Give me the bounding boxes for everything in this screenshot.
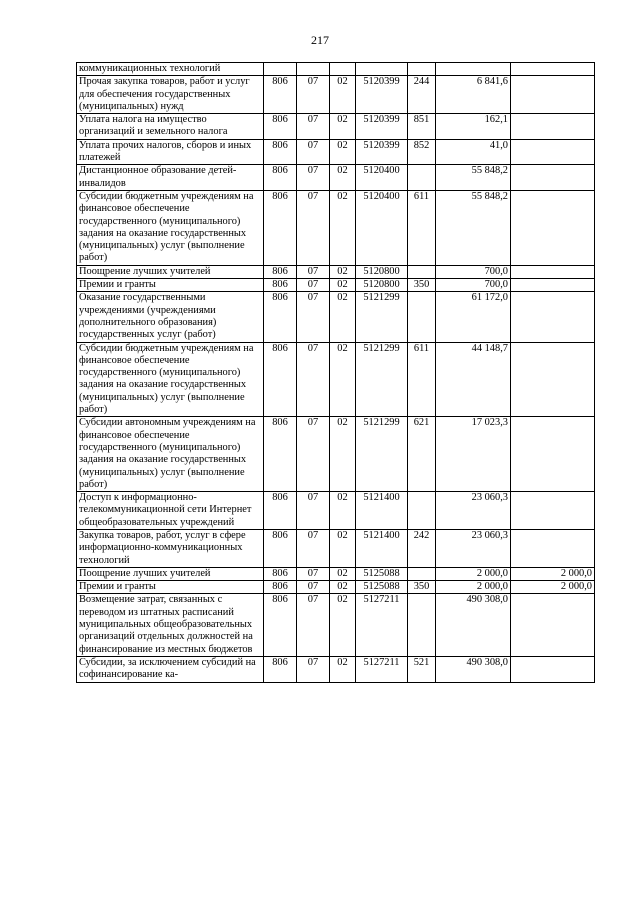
cell-name: Закупка товаров, работ, услуг в сфере информационно-коммуникационных технологий [77, 529, 264, 567]
cell-section-code: 07 [297, 529, 330, 567]
cell-amount: 61 172,0 [436, 292, 511, 342]
cell-amount-federal [511, 139, 595, 165]
cell-name: коммуникационных технологий [77, 63, 264, 76]
cell-section-code: 07 [297, 139, 330, 165]
cell-amount: 17 023,3 [436, 417, 511, 492]
cell-target-article: 5121299 [356, 417, 408, 492]
cell-subsection-code: 02 [330, 567, 356, 580]
cell-department-code: 806 [264, 190, 297, 265]
cell-subsection-code [330, 63, 356, 76]
cell-target-article: 5120800 [356, 265, 408, 278]
cell-amount: 700,0 [436, 279, 511, 292]
cell-subsection-code: 02 [330, 342, 356, 417]
cell-department-code: 806 [264, 76, 297, 114]
cell-amount: 6 841,6 [436, 76, 511, 114]
cell-target-article: 5121400 [356, 492, 408, 530]
cell-name: Уплата налога на имущество организаций и земельного налога [77, 114, 264, 140]
cell-section-code [297, 63, 330, 76]
cell-amount: 55 848,2 [436, 165, 511, 191]
cell-department-code: 806 [264, 656, 297, 682]
cell-department-code: 806 [264, 139, 297, 165]
table-row [77, 342, 595, 417]
cell-amount: 44 148,7 [436, 342, 511, 417]
cell-section-code: 07 [297, 76, 330, 114]
cell-department-code: 806 [264, 165, 297, 191]
table-row [77, 165, 595, 191]
cell-expense-type: 350 [408, 279, 436, 292]
cell-amount: 2 000,0 [436, 581, 511, 594]
cell-amount: 490 308,0 [436, 594, 511, 656]
cell-expense-type: 851 [408, 114, 436, 140]
cell-amount: 55 848,2 [436, 190, 511, 265]
cell-subsection-code: 02 [330, 581, 356, 594]
cell-name: Уплата прочих налогов, сборов и иных платежей [77, 139, 264, 165]
cell-target-article: 5120399 [356, 139, 408, 165]
cell-name: Субсидии бюджетным учреждениям на финансовое обеспечение государственного (муниципального) задания на оказание государственных (муниципальных) услуг (выполнение работ) [77, 190, 264, 265]
cell-expense-type [408, 492, 436, 530]
cell-target-article: 5125088 [356, 567, 408, 580]
cell-section-code: 07 [297, 114, 330, 140]
cell-amount-federal [511, 342, 595, 417]
cell-subsection-code: 02 [330, 114, 356, 140]
cell-target-article: 5127211 [356, 656, 408, 682]
cell-section-code: 07 [297, 265, 330, 278]
table-row [77, 76, 595, 114]
cell-section-code: 07 [297, 567, 330, 580]
cell-expense-type [408, 594, 436, 656]
cell-department-code: 806 [264, 292, 297, 342]
cell-department-code: 806 [264, 265, 297, 278]
cell-expense-type: 852 [408, 139, 436, 165]
table-row [77, 265, 595, 278]
cell-expense-type [408, 63, 436, 76]
cell-department-code [264, 63, 297, 76]
cell-name: Оказание государственными учреждениями (учреждениями дополнительного образования) государственных услуг (работ) [77, 292, 264, 342]
cell-amount: 23 060,3 [436, 529, 511, 567]
cell-target-article: 5120800 [356, 279, 408, 292]
cell-amount: 700,0 [436, 265, 511, 278]
cell-target-article: 5125088 [356, 581, 408, 594]
cell-subsection-code: 02 [330, 76, 356, 114]
cell-department-code: 806 [264, 594, 297, 656]
cell-amount-federal [511, 279, 595, 292]
cell-subsection-code: 02 [330, 190, 356, 265]
cell-expense-type [408, 567, 436, 580]
table-row [77, 63, 595, 76]
cell-section-code: 07 [297, 492, 330, 530]
cell-amount-federal [511, 292, 595, 342]
cell-name: Доступ к информационно-телекоммуникационной сети Интернет общеобразовательных учреждений [77, 492, 264, 530]
cell-section-code: 07 [297, 417, 330, 492]
cell-amount-federal [511, 63, 595, 76]
cell-amount-federal: 2 000,0 [511, 567, 595, 580]
cell-department-code: 806 [264, 492, 297, 530]
cell-target-article: 5121299 [356, 292, 408, 342]
cell-section-code: 07 [297, 656, 330, 682]
table-row [77, 114, 595, 140]
cell-section-code: 07 [297, 594, 330, 656]
budget-table [76, 62, 595, 683]
cell-subsection-code: 02 [330, 139, 356, 165]
cell-subsection-code: 02 [330, 279, 356, 292]
cell-expense-type: 350 [408, 581, 436, 594]
cell-expense-type: 611 [408, 190, 436, 265]
cell-section-code: 07 [297, 279, 330, 292]
cell-name: Субсидии бюджетным учреждениям на финансовое обеспечение государственного (муниципального) задания на оказание государственных (муниципальных) услуг (выполнение работ) [77, 342, 264, 417]
cell-target-article: 5120400 [356, 165, 408, 191]
cell-amount: 23 060,3 [436, 492, 511, 530]
cell-target-article: 5121400 [356, 529, 408, 567]
cell-section-code: 07 [297, 581, 330, 594]
cell-department-code: 806 [264, 114, 297, 140]
cell-amount-federal [511, 265, 595, 278]
cell-subsection-code: 02 [330, 656, 356, 682]
table-row [77, 417, 595, 492]
cell-amount-federal [511, 190, 595, 265]
table-row [77, 581, 595, 594]
table-row [77, 594, 595, 656]
cell-subsection-code: 02 [330, 417, 356, 492]
cell-amount: 162,1 [436, 114, 511, 140]
cell-expense-type [408, 165, 436, 191]
cell-expense-type: 244 [408, 76, 436, 114]
cell-expense-type: 242 [408, 529, 436, 567]
cell-amount-federal: 2 000,0 [511, 581, 595, 594]
cell-amount-federal [511, 492, 595, 530]
table-row [77, 292, 595, 342]
cell-subsection-code: 02 [330, 265, 356, 278]
cell-amount-federal [511, 529, 595, 567]
cell-target-article: 5120399 [356, 114, 408, 140]
budget-table-body [77, 63, 595, 683]
cell-name: Поощрение лучших учителей [77, 265, 264, 278]
cell-target-article [356, 63, 408, 76]
cell-subsection-code: 02 [330, 529, 356, 567]
cell-subsection-code: 02 [330, 492, 356, 530]
cell-section-code: 07 [297, 190, 330, 265]
cell-amount: 2 000,0 [436, 567, 511, 580]
cell-amount-federal [511, 656, 595, 682]
cell-name: Дистанционное образование детей-инвалидов [77, 165, 264, 191]
cell-name: Субсидии, за исключением субсидий на софинансирование ка- [77, 656, 264, 682]
cell-amount-federal [511, 417, 595, 492]
cell-section-code: 07 [297, 342, 330, 417]
cell-expense-type [408, 292, 436, 342]
cell-subsection-code: 02 [330, 292, 356, 342]
cell-subsection-code: 02 [330, 165, 356, 191]
page-number: 217 [311, 33, 329, 47]
cell-name: Субсидии автономным учреждениям на финансовое обеспечение государственного (муниципального) задания на оказание государственных (муниципальных) услуг (выполнение работ) [77, 417, 264, 492]
table-row [77, 190, 595, 265]
table-row [77, 139, 595, 165]
cell-section-code: 07 [297, 165, 330, 191]
cell-name: Премии и гранты [77, 279, 264, 292]
table-row [77, 492, 595, 530]
cell-name: Премии и гранты [77, 581, 264, 594]
cell-department-code: 806 [264, 342, 297, 417]
cell-amount: 41,0 [436, 139, 511, 165]
cell-expense-type: 521 [408, 656, 436, 682]
cell-amount-federal [511, 594, 595, 656]
cell-subsection-code: 02 [330, 594, 356, 656]
cell-amount: 490 308,0 [436, 656, 511, 682]
cell-name: Прочая закупка товаров, работ и услуг для обеспечения государственных (муниципальных) нужд [77, 76, 264, 114]
table-row [77, 279, 595, 292]
cell-target-article: 5120399 [356, 76, 408, 114]
cell-amount-federal [511, 114, 595, 140]
cell-name: Возмещение затрат, связанных с переводом из штатных расписаний муниципальных общеобразовательных организаций отдельных должностей на финансирование из местных бюджетов [77, 594, 264, 656]
cell-expense-type: 621 [408, 417, 436, 492]
table-row [77, 656, 595, 682]
cell-department-code: 806 [264, 567, 297, 580]
cell-name: Поощрение лучших учителей [77, 567, 264, 580]
cell-department-code: 806 [264, 581, 297, 594]
cell-amount [436, 63, 511, 76]
cell-section-code: 07 [297, 292, 330, 342]
cell-amount-federal [511, 165, 595, 191]
cell-amount-federal [511, 76, 595, 114]
cell-department-code: 806 [264, 279, 297, 292]
cell-target-article: 5127211 [356, 594, 408, 656]
cell-department-code: 806 [264, 529, 297, 567]
cell-department-code: 806 [264, 417, 297, 492]
cell-target-article: 5120400 [356, 190, 408, 265]
cell-expense-type [408, 265, 436, 278]
cell-expense-type: 611 [408, 342, 436, 417]
cell-target-article: 5121299 [356, 342, 408, 417]
table-row [77, 567, 595, 580]
table-row [77, 529, 595, 567]
